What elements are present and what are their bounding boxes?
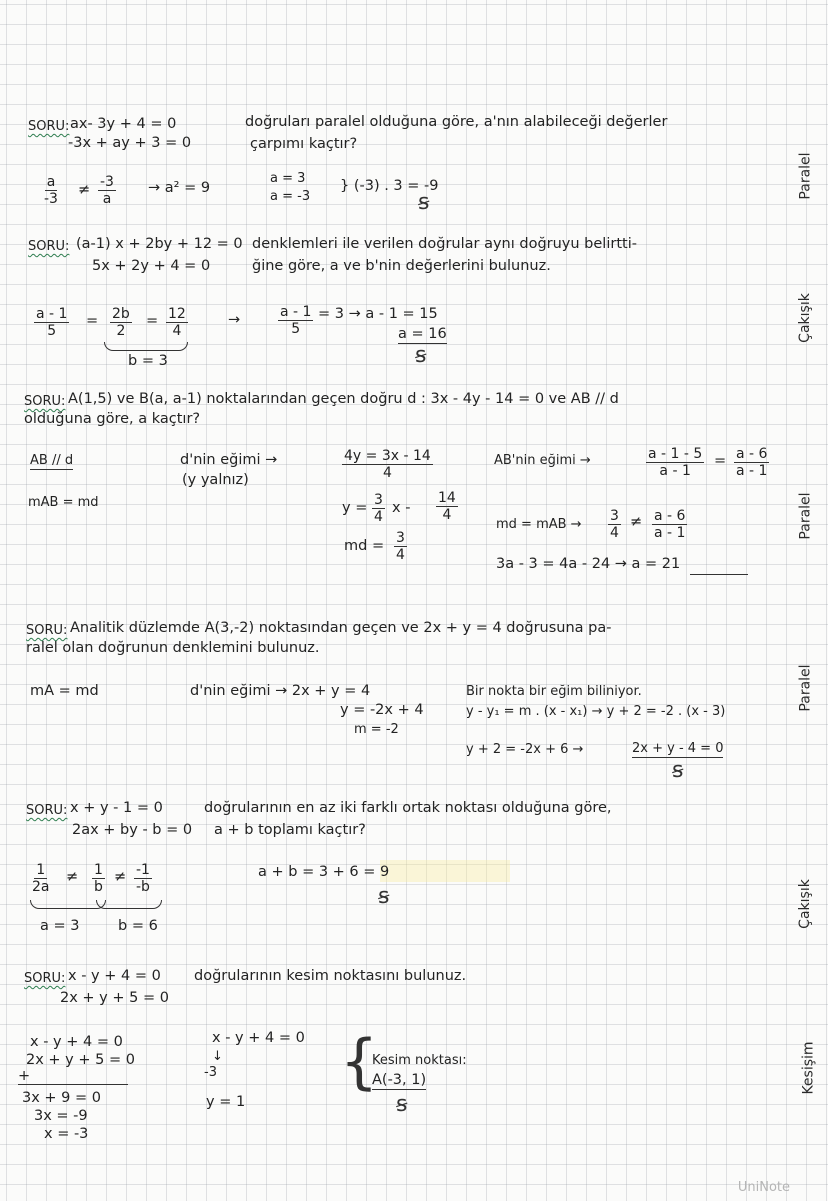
fraction: $\frac{1}{b}$ bbox=[94, 862, 103, 895]
question-label: SORU: bbox=[24, 971, 66, 986]
result-a: a = 3 bbox=[40, 918, 80, 934]
brace-big: { bbox=[340, 1027, 379, 1097]
arrow: → bbox=[228, 312, 241, 328]
m-line: m = -2 bbox=[354, 722, 399, 737]
answer-mark: ꞩ bbox=[396, 1092, 408, 1117]
not-equal: ≠ bbox=[630, 514, 643, 530]
point-value: A(-3, 1) bbox=[372, 1072, 427, 1088]
answer-underline bbox=[690, 574, 748, 575]
root: a = -3 bbox=[270, 189, 311, 204]
fraction: $\frac{a - 1 - 5}{a - 1}$ bbox=[648, 446, 703, 479]
given: AB // d bbox=[30, 453, 74, 468]
equation-2: 2ax + by - b = 0 bbox=[72, 822, 193, 838]
fraction: $\frac{3}{4}$ bbox=[610, 508, 619, 541]
y-line: y = -2x + 4 bbox=[340, 702, 424, 718]
question-label: SORU: bbox=[26, 803, 68, 818]
question-text: olduğuna göre, a kaçtır? bbox=[24, 411, 201, 427]
fraction: $\frac{14}{4}$ bbox=[438, 490, 456, 523]
topic-tag: Paralel bbox=[797, 152, 814, 200]
topic-tag: Çakışık bbox=[796, 293, 813, 343]
question-text: doğrularının en az iki farklı ortak noktası olduğuna göre, bbox=[204, 800, 612, 816]
not-equal: ≠ bbox=[78, 182, 91, 198]
topic-tag: Çakışık bbox=[796, 879, 813, 929]
fraction: $\frac{a - 1}{5}$ bbox=[280, 304, 312, 337]
question-text: denklemleri ile verilen doğrular aynı doğruyu belirtti- bbox=[252, 236, 637, 252]
work-line: x - y + 4 = 0 bbox=[30, 1034, 123, 1050]
topic-tag: Kesişim bbox=[800, 1041, 817, 1095]
step: → a² = 9 bbox=[148, 180, 211, 196]
y-eq-x: x - bbox=[392, 500, 411, 516]
equation-1: (a-1) x + 2by + 12 = 0 bbox=[76, 236, 243, 252]
formula: y - y₁ = m . (x - x₁) → y + 2 = -2 . (x - 3) bbox=[466, 704, 726, 719]
equals: = bbox=[146, 313, 159, 329]
result-b: b = 6 bbox=[118, 918, 158, 934]
question-label: SORU: bbox=[24, 394, 66, 409]
point-label: Kesim noktası: bbox=[372, 1053, 467, 1068]
work-line: 2x + y + 5 = 0 bbox=[26, 1052, 135, 1068]
y-result: y = 1 bbox=[206, 1094, 246, 1110]
brace bbox=[96, 900, 162, 909]
equation-2: 5x + 2y + 4 = 0 bbox=[92, 258, 211, 274]
fraction: $\frac{a - 6}{a - 1}$ bbox=[654, 508, 686, 541]
work-line: 3x + 9 = 0 bbox=[22, 1090, 101, 1106]
topic-tag: Paralel bbox=[797, 492, 814, 540]
answer-mark: ꞩ bbox=[378, 884, 390, 909]
not-equal: ≠ bbox=[114, 869, 127, 885]
sum-line bbox=[18, 1084, 128, 1085]
fraction: $\frac{a}{-3}$ bbox=[44, 174, 58, 207]
work-line: 3x = -9 bbox=[34, 1108, 88, 1124]
equation-2: 2x + y + 5 = 0 bbox=[60, 990, 169, 1006]
highlight bbox=[380, 860, 510, 882]
question-text: ralel olan doğrunun denklemini bulunuz. bbox=[26, 640, 320, 656]
question-text: Analitik düzlemde A(3,-2) noktasından geçen ve 2x + y = 4 doğrusuna pa- bbox=[70, 620, 612, 636]
work-line: x = -3 bbox=[44, 1126, 89, 1142]
fraction: $\frac{12}{4}$ bbox=[168, 306, 186, 339]
slope-equation: mAB = md bbox=[28, 495, 99, 510]
slope-equation: mA = md bbox=[30, 683, 99, 699]
sum: a + b = 3 + 6 = 9 bbox=[258, 864, 390, 880]
md-mab: md = mAB → bbox=[496, 517, 582, 532]
fraction: $\frac{1}{2a}$ bbox=[32, 862, 50, 895]
question-label: SORU: bbox=[26, 623, 68, 638]
answer-mark: ꞩ bbox=[418, 190, 430, 215]
question-label: SORU: bbox=[28, 119, 70, 134]
question-text: a + b toplamı kaçtır? bbox=[214, 822, 366, 838]
d-slope-note: (y yalnız) bbox=[182, 472, 249, 488]
fraction: $\frac{-1}{-b}$ bbox=[136, 862, 150, 895]
equation-1: ax- 3y + 4 = 0 bbox=[70, 116, 177, 132]
point-slope: Bir nokta bir eğim biliniyor. bbox=[466, 684, 642, 699]
answer-mark: ꞩ bbox=[415, 343, 427, 368]
y-eq-prefix: y = bbox=[342, 500, 368, 516]
question-text: doğrularının kesim noktasını bulunuz. bbox=[194, 968, 467, 984]
product: } (-3) . 3 = -9 bbox=[340, 178, 439, 194]
fraction: $\frac{3}{4}$ bbox=[396, 530, 405, 563]
question-text: doğruları paralel olduğuna göre, a'nın alabileceği değerler bbox=[245, 114, 668, 130]
substitute-value: -3 bbox=[204, 1065, 217, 1080]
d-slope: d'nin eğimi → 2x + y = 4 bbox=[190, 683, 371, 699]
fraction: $\frac{a - 1}{5}$ bbox=[36, 306, 68, 339]
expanded: y + 2 = -2x + 6 → bbox=[466, 742, 584, 757]
topic-tag: Paralel bbox=[797, 664, 814, 712]
solve: 3a - 3 = 4a - 24 → a = 21 bbox=[496, 556, 681, 572]
not-equal: ≠ bbox=[66, 869, 79, 885]
fraction: $\frac{-3}{a}$ bbox=[100, 174, 114, 207]
brace bbox=[104, 342, 188, 351]
fraction: $\frac{4y = 3x - 14}{4}$ bbox=[344, 448, 431, 481]
question-text: ğine göre, a ve b'nin değerlerini bulunuz. bbox=[252, 258, 551, 274]
step: = 3 → a - 1 = 15 bbox=[318, 306, 438, 322]
fraction: $\frac{a - 6}{a - 1}$ bbox=[736, 446, 768, 479]
fraction: $\frac{3}{4}$ bbox=[374, 492, 383, 525]
fraction: $\frac{2b}{2}$ bbox=[112, 306, 130, 339]
question-text: A(1,5) ve B(a, a-1) noktalarından geçen doğru d : 3x - 4y - 14 = 0 ve AB // d bbox=[68, 391, 619, 407]
question-text: çarpımı kaçtır? bbox=[250, 136, 358, 152]
md-prefix: md = bbox=[344, 538, 385, 554]
equation-1: x - y + 4 = 0 bbox=[68, 968, 161, 984]
result-a: a = 16 bbox=[398, 326, 447, 342]
equation-2: -3x + ay + 3 = 0 bbox=[68, 135, 192, 151]
ab-slope-label: AB'nin eğimi → bbox=[494, 453, 591, 468]
brace bbox=[30, 900, 106, 909]
footer-logo: UniNote bbox=[737, 1180, 790, 1195]
question-label: SORU: bbox=[28, 239, 70, 254]
answer-mark: ꞩ bbox=[672, 758, 684, 783]
result-b: b = 3 bbox=[128, 353, 168, 369]
plus-sign: + bbox=[18, 1068, 31, 1084]
equation-1: x + y - 1 = 0 bbox=[70, 800, 163, 816]
equals: = bbox=[86, 313, 99, 329]
equals: = bbox=[714, 453, 727, 469]
d-slope-label: d'nin eğimi → bbox=[180, 452, 278, 468]
result: 2x + y - 4 = 0 bbox=[632, 741, 724, 756]
arrow-down: ↓ bbox=[212, 1049, 223, 1064]
root: a = 3 bbox=[270, 171, 306, 186]
substitute: x - y + 4 = 0 bbox=[212, 1030, 305, 1046]
